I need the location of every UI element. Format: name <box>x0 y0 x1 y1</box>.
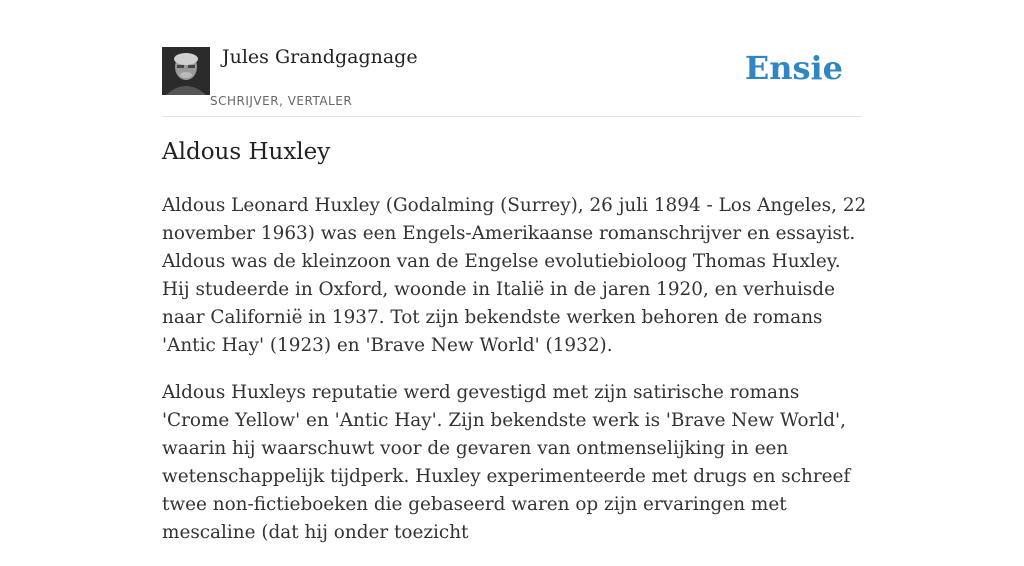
author-header <box>162 44 862 117</box>
brand-logo[interactable]: Ensie <box>744 49 843 87</box>
author-portrait-icon[interactable] <box>162 47 210 95</box>
author-name[interactable]: Jules Grandgagnage <box>222 46 418 68</box>
article-body <box>162 192 868 566</box>
author-role: SCHRIJVER, VERTALER <box>210 94 353 108</box>
article-paragraph: Aldous Leonard Huxley (Godalming (Surrey), 26 juli 1894 - Los Angeles, 22 november 1963) was een Engels-Amerikaanse romanschrijver en essayist. Aldous was de kleinzoon van de Engelse evolutiebioloog Thomas Huxley. Hij studeerde in Oxford, woonde in Italië in de jaren 1920, en verhuisde naar Californië in 1937. Tot zijn bekendste werken behoren de romans 'Antic Hay' (1923) en 'Brave New World' (1932). <box>162 195 867 356</box>
article-title: Aldous Huxley <box>162 139 331 165</box>
article-paragraph: Aldous Huxleys reputatie werd gevestigd met zijn satirische romans 'Crome Yellow' en 'Antic Hay'. Zijn bekendste werk is 'Brave New World', waarin hij waarschuwt voor de gevaren van ontmenselijking in een wetenschappelijk tijdperk. Huxley experimenteerde met drugs en schreef twee non-fictieboeken die gebaseerd waren op zijn ervaringen met mescaline (dat hij onder toezicht <box>162 382 851 543</box>
